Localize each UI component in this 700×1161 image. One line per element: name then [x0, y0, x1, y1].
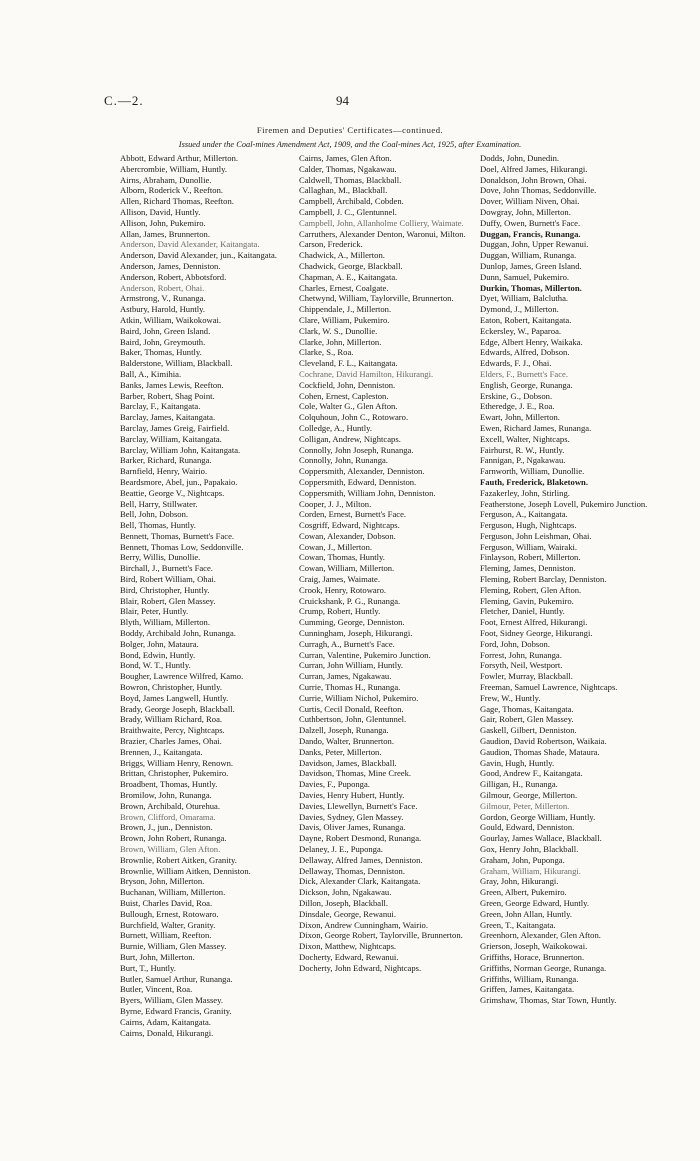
- certificate-entry: Cairns, Adam, Kaitangata.: [120, 1016, 211, 1027]
- certificate-entry: Campbell, J. C., Glentunnel.: [299, 206, 397, 217]
- certificate-entry: Gray, John, Hikurangi.: [480, 876, 559, 887]
- certificate-entry: Barclay, William, Kaitangata.: [120, 433, 222, 444]
- certificate-entry: Ball, A., Kimihia.: [120, 368, 182, 379]
- certificate-entry: Etheredge, J. E., Roa.: [480, 401, 555, 412]
- certificate-entry: Gaskell, Gilbert, Denniston.: [480, 725, 577, 736]
- certificate-entry: Anderson, James, Denniston.: [120, 260, 221, 271]
- certificate-entry: Eaton, Robert, Kaitangata.: [480, 314, 572, 325]
- certificate-entry: Greenhorn, Alexander, Glen Afton.: [480, 930, 601, 941]
- certificate-entry: Chetwynd, William, Taylorville, Brunnerton.: [299, 293, 454, 304]
- certificate-entry: Fazakerley, John, Stirling.: [480, 487, 570, 498]
- certificate-entry: Braithwaite, Percy, Nightcaps.: [120, 725, 225, 736]
- certificate-entry: Craig, James, Waimate.: [299, 574, 381, 585]
- certificate-entry: Butler, Vincent, Roa.: [120, 984, 193, 995]
- certificate-entry: Bird, Robert William, Ohai.: [120, 574, 216, 585]
- certificate-entry: Bond, Edwin, Huntly.: [120, 649, 196, 660]
- certificate-entry: Freeman, Samuel Lawrence, Nightcaps.: [480, 682, 618, 693]
- certificate-entry: Gilligan, H., Runanga.: [480, 779, 558, 790]
- certificate-entry: Duggan, William, Runanga.: [480, 250, 577, 261]
- certificate-entry: Davis, Oliver James, Runanga.: [299, 822, 406, 833]
- certificate-entry: Duggan, Francis, Runanga.: [480, 228, 581, 239]
- certificate-entry: Gould, Edward, Denniston.: [480, 822, 575, 833]
- certificate-entry: Brownlie, Robert Aitken, Granity.: [120, 854, 237, 865]
- certificate-entry: Brownlie, William Aitken, Denniston.: [120, 865, 251, 876]
- certificate-entry: Callaghan, M., Blackball.: [299, 185, 388, 196]
- certificate-entry: Charles, Ernest, Coalgate.: [299, 282, 389, 293]
- certificate-entry: Connolly, John Joseph, Runanga.: [299, 444, 414, 455]
- certificate-entry: Grimshaw, Thomas, Star Town, Huntly.: [480, 995, 617, 1006]
- certificate-entry: Durkin, Thomas, Millerton.: [480, 282, 582, 293]
- certificate-entry: Ewart, John, Millerton.: [480, 412, 560, 423]
- certificate-entry: Cumming, George, Denniston.: [299, 617, 405, 628]
- certificate-entry: Ferguson, Hugh, Nightcaps.: [480, 520, 577, 531]
- certificate-entry: Dick, Alexander Clark, Kaitangata.: [299, 876, 421, 887]
- certificate-entry: Frew, W., Huntly.: [480, 692, 541, 703]
- certificate-entry: Chadwick, A., Millerton.: [299, 250, 385, 261]
- certificate-entry: Edwards, Alfred, Dobson.: [480, 347, 570, 358]
- certificate-entry: Docherty, John Edward, Nightcaps.: [299, 962, 422, 973]
- certificate-entry: Cleveland, F. L., Kaitangata.: [299, 358, 398, 369]
- certificate-entry: Byers, William, Glen Massey.: [120, 995, 224, 1006]
- certificate-entry: Anderson, David Alexander, Kaitangata.: [120, 239, 260, 250]
- certificate-entry: Gavin, Hugh, Huntly.: [480, 757, 555, 768]
- certificate-entry: Griffiths, William, Runanga.: [480, 973, 579, 984]
- certificate-entry: Cochrane, David Hamilton, Hikurangi.: [299, 368, 434, 379]
- certificate-entry: Blair, Peter, Huntly.: [120, 606, 189, 617]
- certificate-entry: Dove, John Thomas, Seddonville.: [480, 185, 597, 196]
- certificate-entry: Gox, Henry John, Blackball.: [480, 844, 579, 854]
- certificate-entry: Gilmour, George, Millerton.: [480, 790, 578, 801]
- certificate-entry: Dickson, John, Ngakawau.: [299, 887, 392, 898]
- certificate-entry: Edwards, F. J., Ohai.: [480, 358, 552, 369]
- certificate-entry: Chippendale, J., Millerton.: [299, 304, 392, 315]
- certificate-entry: Coppersmith, Edward, Denniston.: [299, 476, 417, 487]
- certificate-entry: Brady, George Joseph, Blackball.: [120, 703, 235, 714]
- certificate-entry: Cruickshank, P. G., Runanga.: [299, 595, 401, 606]
- certificate-entry: Fowler, Murray, Blackball.: [480, 671, 573, 682]
- certificate-entry: Barclay, James Greig, Fairfield.: [120, 422, 230, 433]
- certificate-entry: Anderson, David Alexander, jun., Kaitangata.: [120, 250, 277, 261]
- certificate-entry: Cole, Walter G., Glen Afton.: [299, 401, 398, 412]
- certificate-entry: Barclay, F., Kaitangata.: [120, 401, 201, 412]
- certificate-entry: Duffy, Owen, Burnett's Face.: [480, 217, 581, 228]
- certificate-entry: Griffiths, Norman George, Runanga.: [480, 962, 607, 973]
- certificate-entry: Excell, Walter, Nightcaps.: [480, 433, 570, 444]
- certificate-entry: Campbell, John, Allanholme Colliery, Waimate.: [299, 217, 464, 228]
- certificate-entry: Bell, Thomas, Huntly.: [120, 520, 196, 531]
- certificate-entry: Dayne, Robert Desmond, Runanga.: [299, 833, 422, 844]
- certificate-entry: Briggs, William Henry, Renown.: [120, 757, 234, 768]
- certificate-entry: Brazier, Charles James, Ohai.: [120, 736, 222, 747]
- certificate-entry: Dixon, George Robert, Taylorville, Brunnerton.: [299, 930, 463, 941]
- certificate-entry: Ferguson, A., Kaitangata.: [480, 509, 568, 520]
- certificate-entry: Danks, Peter, Millerton.: [299, 746, 382, 757]
- certificate-entry: Dodds, John, Dunedin.: [480, 153, 560, 163]
- certificate-entry: Blyth, William, Millerton.: [120, 617, 210, 628]
- certificate-entry: Brown, Clifford, Omarama.: [120, 811, 216, 822]
- certificate-entry: Ford, John, Dobson.: [480, 638, 550, 649]
- certificate-entry: Brown, Archibald, Oturehua.: [120, 800, 220, 811]
- certificate-entry: Dunlop, James, Green Island.: [480, 260, 582, 271]
- certificate-entry: Bond, W. T., Huntly.: [120, 660, 191, 671]
- certificate-entry: Carson, Frederick.: [299, 239, 363, 250]
- certificate-entry: Cunningham, Joseph, Hikurangi.: [299, 628, 413, 639]
- certificate-entry: Bennett, Thomas, Burnett's Face.: [120, 530, 235, 541]
- certificate-entry: Ewen, Richard James, Runanga.: [480, 422, 592, 433]
- certificate-entry: Forsyth, Neil, Westport.: [480, 660, 563, 671]
- certificate-entry: Forrest, John, Runanga.: [480, 649, 562, 660]
- certificate-entry: Bullough, Ernest, Rotowaro.: [120, 908, 219, 919]
- certificate-entry: Farnworth, William, Dunollie.: [480, 466, 585, 477]
- certificate-entry: Dyet, William, Balclutha.: [480, 293, 569, 304]
- certificate-entry: Beattie, George V., Nightcaps.: [120, 487, 225, 498]
- certificate-entry: Cooper, J. J., Milton.: [299, 498, 372, 509]
- certificate-entry: Gair, Robert, Glen Massey.: [480, 714, 574, 725]
- certificate-entry: Boyd, James Langwell, Huntly.: [120, 692, 229, 703]
- certificate-entry: Baird, John, Green Island.: [120, 325, 211, 336]
- certificate-entry: Brennen, J., Kaitangata.: [120, 746, 203, 757]
- certificate-entry: Gordon, George William, Huntly.: [480, 811, 596, 822]
- certificate-entry: Burnett, William, Reefton.: [120, 930, 212, 941]
- certificate-entry: Burchfield, Walter, Granity.: [120, 919, 216, 930]
- certificate-entry: Campbell, Archibald, Cobden.: [299, 196, 404, 207]
- certificate-entry: Davies, Llewellyn, Burnett's Face.: [299, 800, 418, 811]
- certificate-entry: Griffen, James, Kaitangata.: [480, 984, 575, 995]
- certificate-entry: Green, George Edward, Huntly.: [480, 897, 590, 908]
- certificate-entry: Donaldson, John Brown, Ohai.: [480, 174, 587, 185]
- certificate-entry: Fleming, Robert, Glen Afton.: [480, 584, 582, 595]
- certificate-entry: Elders, F., Burnett's Face.: [480, 368, 568, 379]
- certificate-entry: Dellaway, Thomas, Denniston.: [299, 865, 405, 876]
- certificate-entry: Bell, John, Dobson.: [120, 509, 189, 520]
- certificate-entry: Graham, William, Hikurangi.: [480, 865, 581, 876]
- certificate-entry: Good, Andrew F., Kaitangata.: [480, 768, 583, 779]
- certificate-entry: Colquhoun, John C., Rotowaro.: [299, 412, 409, 423]
- certificate-entry: Boddy, Archibald John, Runanga.: [120, 628, 236, 639]
- certificate-entry: Armstrong, V., Runanga.: [120, 293, 206, 304]
- certificate-entry: Crook, Henry, Rotowaro.: [299, 584, 387, 595]
- document-reference: C.—2.: [104, 93, 144, 108]
- names-column-2: [299, 153, 469, 974]
- certificate-entry: Graham, John, Puponga.: [480, 854, 565, 865]
- certificate-entry: Coppersmith, Alexander, Denniston.: [299, 466, 425, 477]
- certificate-entry: Gage, Thomas, Kaitangata.: [480, 703, 574, 714]
- certificate-entry: Brown, William, Glen Afton.: [120, 844, 221, 854]
- certificate-entry: Brown, J., jun., Denniston.: [120, 822, 213, 833]
- certificate-entry: Cowan, Thomas, Huntly.: [299, 552, 385, 563]
- certificate-entry: Carruthers, Alexander Denton, Waronui, Milton.: [299, 228, 466, 239]
- certificate-entry: Allison, John, Pukemiro.: [120, 217, 206, 228]
- certificate-entry: Cuthbertson, John, Glentunnel.: [299, 714, 407, 725]
- certificate-entry: Griffiths, Horace, Brunnerton.: [480, 951, 585, 962]
- certificate-entry: Green, John Allan, Huntly.: [480, 908, 573, 919]
- certificate-entry: Erskine, G., Dobson.: [480, 390, 553, 401]
- certificate-entry: Barnfield, Henry, Wairio.: [120, 466, 208, 477]
- certificate-entry: Clare, William, Pukemiro.: [299, 314, 390, 325]
- certificate-entry: Burt, T., Huntly.: [120, 962, 176, 973]
- certificate-entry: Finlayson, Robert, Millerton.: [480, 552, 581, 563]
- certificate-entry: Bougher, Lawrence Wilfred, Kamo.: [120, 671, 244, 682]
- certificate-entry: Allison, David, Huntly.: [120, 206, 201, 217]
- certificate-entry: Dover, William Niven, Ohai.: [480, 196, 580, 207]
- certificate-entry: Foot, Ernest Alfred, Hikurangi.: [480, 617, 588, 628]
- certificate-entry: Cockfield, John, Denniston.: [299, 379, 396, 390]
- certificate-entry: Featherstone, Joseph Lovell, Pukemiro Junction.: [480, 498, 648, 509]
- certificate-entry: Davidson, James, Blackball.: [299, 757, 397, 768]
- certificate-entry: Barclay, James, Kaitangata.: [120, 412, 216, 423]
- certificate-entry: Davies, Henry Hubert, Huntly.: [299, 790, 405, 801]
- certificate-entry: Allen, Richard Thomas, Reefton.: [120, 196, 234, 207]
- certificate-entry: Brittan, Christopher, Pukemiro.: [120, 768, 229, 779]
- certificate-entry: Currie, Thomas H., Runanga.: [299, 682, 401, 693]
- certificate-entry: Burt, John, Millerton.: [120, 951, 195, 962]
- certificate-entry: Cohen, Ernest, Capleston.: [299, 390, 389, 401]
- certificate-entry: Dillon, Joseph, Blackball.: [299, 897, 389, 908]
- certificate-entry: Brown, John Robert, Runanga.: [120, 833, 227, 844]
- certificate-entry: Doel, Alfred James, Hikurangi.: [480, 163, 588, 174]
- certificate-entry: Fleming, Gavin, Pukemiro.: [480, 595, 574, 606]
- certificate-entry: Gaudion, Thomas Shade, Mataura.: [480, 746, 600, 757]
- certificate-entry: Chadwick, George, Blackball.: [299, 260, 403, 271]
- certificate-entry: Crump, Robert, Huntly.: [299, 606, 381, 617]
- certificate-entry: Buchanan, William, Millerton.: [120, 887, 226, 898]
- certificate-entry: Connolly, John, Runanga.: [299, 455, 388, 466]
- certificate-entry: Anderson, Robert, Ohai.: [120, 282, 205, 293]
- certificate-entry: Blair, Robert, Glen Massey.: [120, 595, 216, 606]
- certificate-entry: Curran, James, Ngakawau.: [299, 671, 392, 682]
- certificate-entry: Edge, Albert Henry, Waikaka.: [480, 336, 583, 347]
- certificate-entry: Barclay, William John, Kaitangata.: [120, 444, 241, 455]
- certificate-entry: Grierson, Joseph, Waikokowai.: [480, 941, 588, 952]
- certificate-entry: Clarke, John, Millerton.: [299, 336, 382, 347]
- certificate-entry: Butler, Samuel Arthur, Runanga.: [120, 973, 233, 984]
- section-subheading: Issued under the Coal-mines Amendment Act, 1909, and the Coal-mines Act, 1925, after Examination.: [178, 140, 522, 149]
- certificate-entry: Anderson, Robert, Abbotsford.: [120, 271, 227, 282]
- certificate-entry: Green, Albert, Pukemiro.: [480, 887, 567, 898]
- certificate-entry: Berry, Willis, Dunollie.: [120, 552, 201, 563]
- certificate-entry: Duggan, John, Upper Rewanui.: [480, 239, 589, 250]
- certificate-entry: Fauth, Frederick, Blaketown.: [480, 476, 588, 487]
- certificate-entry: Chapman, A. E., Kaitangata.: [299, 271, 398, 282]
- certificate-entry: Beardsmore, Abel, jun., Papakaio.: [120, 476, 238, 487]
- certificate-entry: Airns, Abraham, Dunollie.: [120, 174, 212, 185]
- certificate-entry: Balderstone, William, Blackball.: [120, 358, 233, 369]
- certificate-entry: Astbury, Harold, Huntly.: [120, 304, 206, 315]
- certificate-entry: Corden, Ernest, Burnett's Face.: [299, 509, 407, 520]
- certificate-entry: Colligan, Andrew, Nightcaps.: [299, 433, 401, 444]
- certificate-entry: Ferguson, John Leishman, Ohai.: [480, 530, 592, 541]
- certificate-entry: Fleming, James, Denniston.: [480, 563, 576, 574]
- certificate-entry: Fleming, Robert Barclay, Denniston.: [480, 574, 607, 585]
- certificate-entry: Dando, Walter, Brunnerton.: [299, 736, 394, 747]
- names-column-3: [480, 153, 656, 1006]
- certificate-entry: Cosgriff, Edward, Nightcaps.: [299, 520, 400, 531]
- certificate-entry: Byrne, Edward Francis, Granity.: [120, 1005, 232, 1016]
- certificate-entry: Dixon, Matthew, Nightcaps.: [299, 941, 397, 952]
- certificate-entry: Fannigan, P., Ngakawau.: [480, 455, 566, 466]
- certificate-entry: Delaney, J. E., Puponga.: [299, 844, 383, 854]
- certificate-entry: Brady, William Richard, Roa.: [120, 714, 223, 725]
- certificate-entry: Barker, Richard, Runanga.: [120, 455, 212, 466]
- certificate-entry: Cairns, James, Glen Afton.: [299, 153, 392, 163]
- certificate-entry: Gourlay, James Wallace, Blackball.: [480, 833, 602, 844]
- certificate-entry: Bird, Christopher, Huntly.: [120, 584, 210, 595]
- certificate-entry: Burnie, William, Glen Massey.: [120, 941, 227, 952]
- certificate-entry: Baird, John, Greymouth.: [120, 336, 206, 347]
- certificate-entry: Curran, John William, Huntly.: [299, 660, 403, 671]
- certificate-entry: Clark, W. S., Dunollie.: [299, 325, 378, 336]
- certificate-entry: Currie, William Nichol, Pukemiro.: [299, 692, 419, 703]
- certificate-entry: Coppersmith, William John, Denniston.: [299, 487, 436, 498]
- certificate-entry: Allan, James, Brunnerton.: [120, 228, 210, 239]
- certificate-entry: Caldwell, Thomas, Blackball.: [299, 174, 402, 185]
- certificate-entry: Curran, Valentine, Pukemiro Junction.: [299, 649, 431, 660]
- certificate-entry: Clarke, S., Roa.: [299, 347, 354, 358]
- certificate-entry: Buist, Charles David, Roa.: [120, 897, 213, 908]
- certificate-entry: Bromilow, John, Runanga.: [120, 790, 212, 801]
- certificate-entry: Abbott, Edward Arthur, Millerton.: [120, 153, 239, 163]
- certificate-entry: Broadbent, Thomas, Huntly.: [120, 779, 218, 790]
- certificate-entry: Banks, James Lewis, Reefton.: [120, 379, 224, 390]
- names-column-1: [120, 153, 288, 1038]
- certificate-entry: Dunn, Samuel, Pukemiro.: [480, 271, 570, 282]
- certificate-entry: Cairns, Donald, Hikurangi.: [120, 1027, 214, 1038]
- certificate-entry: Dalzell, Joseph, Runanga.: [299, 725, 389, 736]
- certificate-entry: Davies, Sydney, Glen Massey.: [299, 811, 404, 822]
- certificate-entry: Cowan, Alexander, Dobson.: [299, 530, 396, 541]
- certificate-entry: Docherty, Edward, Rewanui.: [299, 951, 399, 962]
- certificate-entry: Birchall, J., Burnett's Face.: [120, 563, 213, 574]
- certificate-entry: Cowan, William, Millerton.: [299, 563, 395, 574]
- certificate-entry: Fletcher, Daniel, Huntly.: [480, 606, 565, 617]
- certificate-entry: Ferguson, William, Wairaki.: [480, 541, 578, 552]
- certificate-entry: Curragh, A., Burnett's Face.: [299, 638, 395, 649]
- certificate-entry: Foot, Sidney George, Hikurangi.: [480, 628, 593, 639]
- page-number: 94: [336, 93, 349, 108]
- certificate-entry: Dixon, Andrew Cunningham, Wairio.: [299, 919, 428, 930]
- certificate-entry: Atkin, William, Waikokowai.: [120, 314, 222, 325]
- certificate-entry: Dymond, J., Millerton.: [480, 304, 559, 315]
- certificate-entry: Bryson, John, Millerton.: [120, 876, 205, 887]
- certificate-entry: English, George, Runanga.: [480, 379, 573, 390]
- certificate-entry: Bowron, Christopher, Huntly.: [120, 682, 222, 693]
- certificate-entry: Dowgray, John, Millerton.: [480, 206, 571, 217]
- certificate-entry: Cowan, J., Millerton.: [299, 541, 373, 552]
- certificate-entry: Bennett, Thomas Low, Seddonville.: [120, 541, 244, 552]
- certificate-entry: Bolger, John, Mataura.: [120, 638, 199, 649]
- certificate-entry: Fairhurst, R. W., Huntly.: [480, 444, 565, 455]
- certificate-entry: Dellaway, Alfred James, Denniston.: [299, 854, 423, 865]
- certificate-entry: Bell, Harry, Stillwater.: [120, 498, 198, 509]
- certificate-entry: Barber, Robert, Shag Point.: [120, 390, 215, 401]
- certificate-entry: Abercrombie, William, Huntly.: [120, 163, 228, 174]
- certificate-entry: Baker, Thomas, Huntly.: [120, 347, 202, 358]
- certificate-entry: Dinsdale, George, Rewanui.: [299, 908, 396, 919]
- certificate-entry: Colledge, A., Huntly.: [299, 422, 372, 433]
- certificate-entry: Green, T., Kaitangata.: [480, 919, 556, 930]
- section-heading: Firemen and Deputies' Certificates—continued.: [256, 125, 444, 135]
- certificate-entry: Curtis, Cecil Donald, Reefton.: [299, 703, 404, 714]
- certificate-entry: Alborn, Roderick V., Reefton.: [120, 185, 224, 196]
- certificate-entry: Gilmour, Peter, Millerton.: [480, 800, 570, 811]
- certificate-entry: Davidson, Thomas, Mine Creek.: [299, 768, 412, 779]
- certificate-entry: Eckersley, W., Paparoa.: [480, 325, 562, 336]
- certificate-entry: Gaudion, David Robertson, Waikaia.: [480, 736, 607, 747]
- certificate-entry: Calder, Thomas, Ngakawau.: [299, 163, 397, 174]
- certificate-entry: Davies, F., Puponga.: [299, 779, 370, 790]
